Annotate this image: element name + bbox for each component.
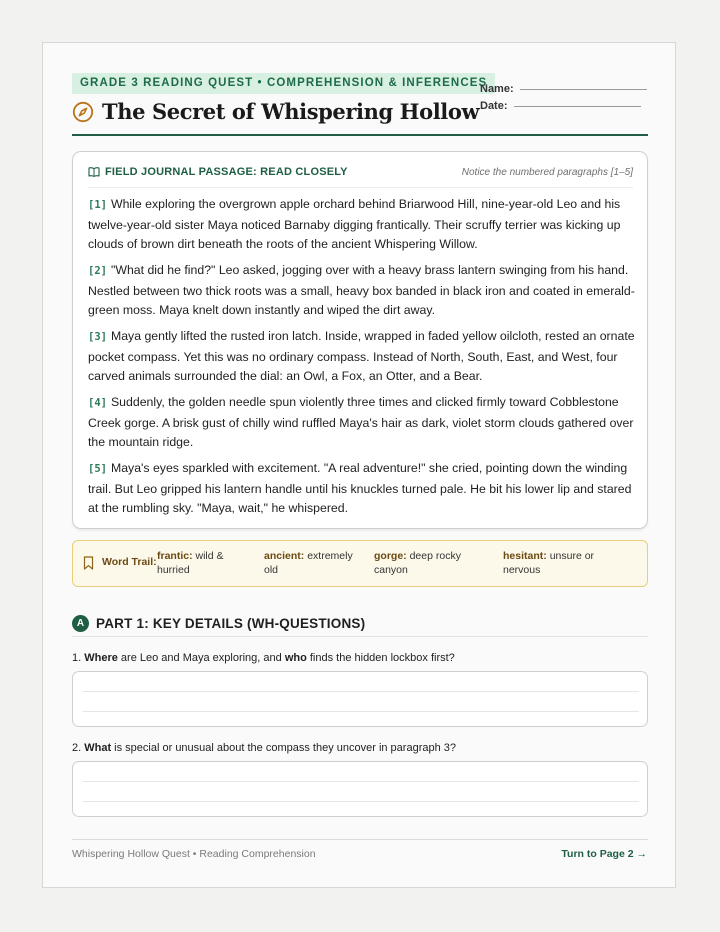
date-label: Date: (480, 100, 508, 112)
footer-title: Whispering Hollow Quest • Reading Comprehension (72, 848, 316, 860)
question-text: are Leo and Maya exploring, and (117, 652, 285, 664)
vocab-word (374, 549, 490, 577)
paragraph-5 (88, 459, 636, 519)
passage-card (72, 151, 648, 529)
compass-icon (72, 101, 94, 123)
part-badge: A (72, 615, 89, 632)
paragraph-number: [5] (88, 463, 107, 475)
bookmark-icon (83, 556, 94, 570)
vocab-word (157, 549, 253, 577)
answer-line (83, 801, 639, 802)
next-page-link[interactable]: Turn to Page 2 → (561, 848, 647, 860)
paragraph-1 (88, 195, 636, 255)
grade-tag: GRADE 3 READING QUEST • COMPREHENSION & INFERENCES (72, 73, 495, 94)
paragraph-text: While exploring the overgrown apple orchard behind Briarwood Hill, nine-year-old Leo and his twelve-year-old sister Maya noticed Barnaby digging frantically. Their scruffy terrier was kicking up clouds of brown dirt beneath the roots of the ancient Whispering Willow. (88, 197, 621, 251)
word-trail-box (72, 540, 648, 587)
vocab-definition: extremely old (264, 550, 353, 576)
worksheet-page (42, 42, 676, 888)
paragraph-text: Maya's eyes sparkled with excitement. "A real adventure!" she cried, pointing down the winding trail. But Leo gripped his lantern handle until his knuckles turned pale. He bit his lower lip and stared at the rumbling sky. "Maya, wait," he whispered. (88, 461, 632, 515)
date-field[interactable] (480, 100, 641, 112)
question-keyword: who (284, 652, 307, 664)
page-title: The Secret of Whispering Hollow (102, 99, 480, 124)
paragraph-number: [4] (88, 397, 107, 409)
answer-line (83, 711, 639, 712)
title-row (72, 99, 479, 124)
vocab-term: gorge: (374, 550, 407, 562)
vocab-definition: deep rocky canyon (374, 550, 461, 576)
paragraph-4 (88, 393, 636, 453)
paragraph-text: Suddenly, the golden needle spun violently three times and clicked firmly toward Cobblestone Creek gorge. A brisk gust of chilly wind ruffled Maya's hair as dark, violet storm clouds gathered over the mountain ridge. (88, 395, 634, 449)
answer-box-1[interactable] (72, 671, 648, 727)
date-line[interactable] (514, 106, 641, 107)
question-1 (72, 652, 455, 664)
passage-label: FIELD JOURNAL PASSAGE: READ CLOSELY (105, 166, 348, 178)
vocab-word (264, 549, 368, 577)
name-line[interactable] (520, 89, 647, 90)
part-title: PART 1: KEY DETAILS (WH-QUESTIONS) (96, 616, 366, 631)
name-field[interactable] (480, 83, 647, 95)
answer-line (83, 691, 639, 692)
paragraph-number: [1] (88, 199, 107, 211)
name-label: Name: (480, 83, 514, 95)
question-2 (72, 742, 456, 754)
passage-paragraphs (88, 195, 636, 525)
paragraph-number: [3] (88, 331, 107, 343)
question-text: finds the hidden lockbox first? (306, 652, 455, 664)
part-rule (72, 636, 648, 637)
paragraph-number: [2] (88, 265, 107, 277)
vocab-term: frantic: (157, 550, 193, 562)
question-text: is special or unusual about the compass they uncover in paragraph 3? (111, 742, 457, 754)
answer-line (83, 781, 639, 782)
paragraph-3 (88, 327, 636, 387)
vocab-term: hesitant: (503, 550, 547, 562)
passage-header (88, 166, 348, 178)
open-book-icon (88, 166, 100, 178)
paragraph-text: Maya gently lifted the rusted iron latch. Inside, wrapped in faded yellow oilcloth, rested an ornate pocket compass. Yet this was no ordinary compass. Instead of North, South, East, and West, four carved animals surrounded the dial: an Owl, a Fox, an Otter, and a Bear. (88, 329, 635, 383)
question-keyword: What (84, 742, 112, 754)
paragraph-2 (88, 261, 636, 321)
passage-note: Notice the numbered paragraphs [1–5] (461, 167, 633, 178)
paragraph-text: "What did he find?" Leo asked, jogging over with a heavy brass lantern swinging from his hand. Nestled between two thick roots was a small, heavy box banded in black iron and coated in emerald-green moss. Maya knelt down instantly and wiped the dirt away. (88, 263, 635, 317)
vocab-word (503, 549, 623, 577)
word-trail-label: Word Trail: (102, 556, 157, 568)
footer-rule (72, 839, 648, 840)
answer-box-2[interactable] (72, 761, 648, 817)
question-number: 1. (72, 652, 85, 664)
passage-divider (88, 187, 633, 188)
vocab-definition: unsure or nervous (503, 550, 595, 576)
title-rule (72, 134, 648, 136)
vocab-definition: wild & hurried (157, 550, 224, 576)
question-number: 2. (72, 742, 85, 754)
question-keyword: Where (84, 652, 118, 664)
vocab-term: ancient: (264, 550, 305, 562)
